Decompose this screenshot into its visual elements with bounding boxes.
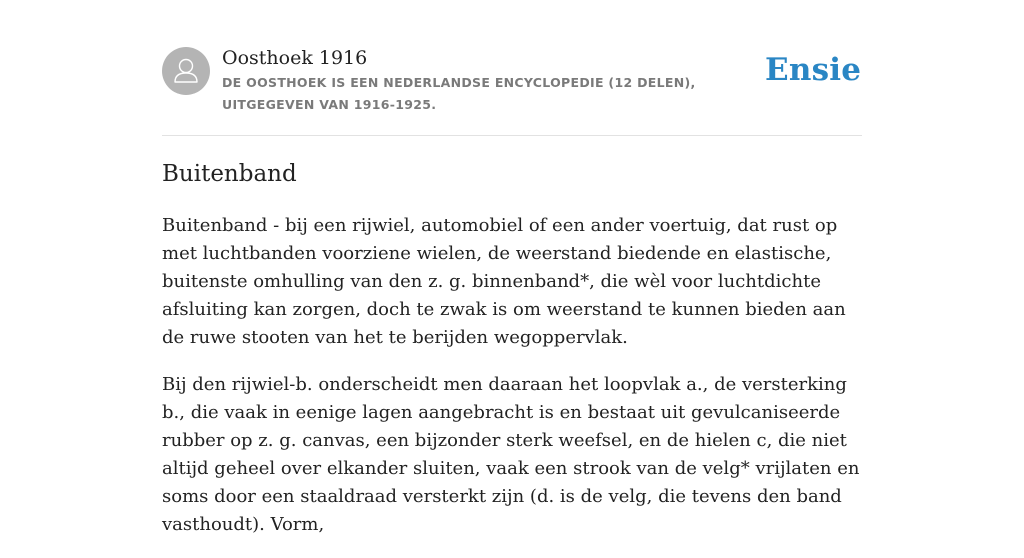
ensie-logo[interactable]: Ensie	[765, 52, 862, 88]
header-divider	[162, 135, 862, 136]
article-body	[162, 212, 862, 558]
article-paragraph-1: Buitenband - bij een rijwiel, automobiel of een ander voertuig, dat rust op met luchtbanden voorziene wielen, de weerstand biedende en elastische, buitenste omhulling van den z. g. binnenband*, die wèl voor luchtdichte afsluiting kan zorgen, doch te zwak is om weerstand te kunnen bieden aan de ruwe stooten van het te berijden wegoppervlak.	[162, 215, 846, 348]
page-container	[162, 0, 862, 535]
source-description: DE OOSTHOEK IS EEN NEDERLANDSE ENCYCLOPEDIE (12 DELEN), UITGEGEVEN VAN 1916-1925.	[222, 75, 696, 112]
source-name[interactable]: Oosthoek 1916	[222, 47, 368, 69]
user-silhouette-icon[interactable]	[162, 47, 210, 95]
source-header	[162, 46, 862, 116]
article-paragraph-2: Bij den rijwiel-b. onderscheidt men daaraan het loopvlak a., de versterking b., die vaak in eenige lagen aangebracht is en bestaat uit gevulcaniseerde rubber op z. g. canvas, een bijzonder sterk weefsel, en de hielen c, die niet altijd geheel over elkander sluiten, vaak een strook van de velg* vrijlaten en soms door een staaldraad versterkt zijn (d. is de velg, die tevens den band vasthoudt). Vorm,	[162, 374, 860, 535]
avatar-graphic	[162, 47, 210, 95]
article-title: Buitenband	[162, 161, 297, 187]
